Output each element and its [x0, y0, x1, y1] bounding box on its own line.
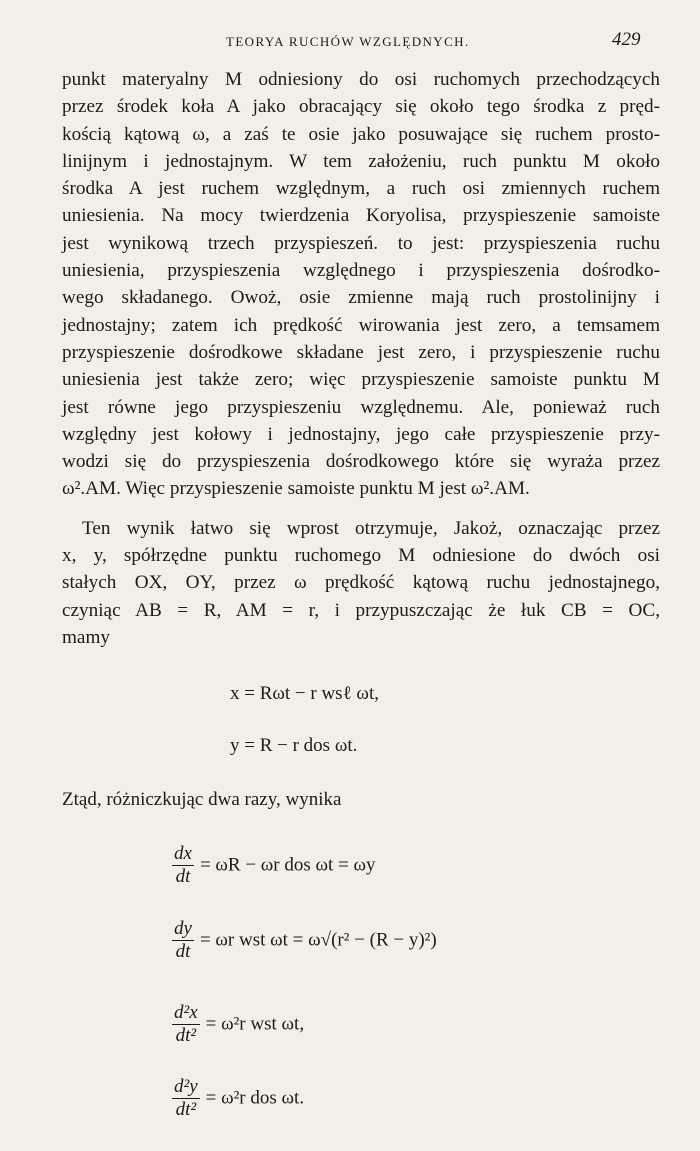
page-number: 429 [612, 29, 641, 50]
equation-dy-dt [172, 918, 437, 963]
equation-rhs: = ω²r wst ωt, [205, 1013, 305, 1035]
text-line: wodzi się do przyspieszenia dośrodkowego które się wyraża przez [62, 451, 660, 473]
numerator: dx [174, 843, 192, 864]
text-line: mamy [62, 626, 110, 648]
denominator: dt² [175, 1099, 197, 1120]
fraction [172, 918, 194, 963]
text-line: linijnym i jednostajnym. W tem założeniu, ruch punktu M około [62, 150, 660, 172]
equation-d2y-dt2 [172, 1076, 304, 1121]
equation-rhs: = ωR − ωr dos ωt = ωy [199, 854, 376, 876]
text-line: uniesienia, przyspieszenia względnego i przyspieszenia dośrodko- [62, 260, 660, 282]
text-line: uniesienia jest także zero; więc przyspieszenie samoiste punktu M [62, 369, 660, 391]
denominator: dt² [175, 1025, 197, 1046]
text-line: czyniąc AB = R, AM = r, i przypuszczając że łuk CB = OC, [62, 599, 660, 621]
equation-d2x-dt2 [172, 1002, 304, 1047]
running-title: TEORYA RUCHÓW WZGLĘDNYCH. [226, 34, 470, 49]
body-text [62, 66, 660, 651]
text-line: kością kątową ω, a zaś te osie jako posuwające się ruchem prosto- [62, 123, 660, 145]
text-line: uniesienia. Na mocy twierdzenia Koryolisa, przyspieszenie samoiste [62, 205, 660, 227]
running-head [0, 29, 700, 56]
text-line: ω².AM. Więc przyspieszenie samoiste punktu M jest ω².AM. [62, 478, 530, 500]
numerator: dy [174, 918, 192, 939]
paragraph-1 [62, 66, 660, 503]
fraction [172, 1002, 200, 1047]
text-line: jest równe jego przyspieszeniu względnemu. Ale, ponieważ ruch [62, 396, 660, 418]
equation-rhs: = ωr wst ωt = ω√(r² − (R − y)²) [199, 929, 437, 951]
text-line: x, y, spółrzędne punktu ruchomego M odniesione do dwóch osi [62, 545, 660, 567]
text-line: punkt materyalny M odniesiony do osi ruchomych przechodzących [62, 69, 660, 90]
text-line: względny jest kołowy i jednostajny, jego całe przyspieszenie przy- [62, 423, 660, 445]
text-line: przyspieszenie dośrodkowe składane jest zero, i przyspieszenie ruchu [62, 341, 660, 363]
text-line: jednostajny; zatem ich prędkość wirowania jest zero, a temsamem [62, 314, 660, 336]
equation-y: y = R − r dos ωt. [230, 735, 358, 756]
text-line: środka A jest ruchem względnym, a ruch osi zmiennych ruchem [62, 178, 660, 200]
numerator: d²x [174, 1002, 198, 1023]
intro-differentiation: Ztąd, różniczkując dwa razy, wynika [62, 789, 342, 810]
equation-rhs: = ω²r dos ωt. [205, 1087, 305, 1109]
text-line: przez środek koła A jako obracający się około tego środka z pręd- [62, 96, 660, 118]
text-line: stałych OX, OY, przez ω prędkość kątową ruchu jednostajnego, [62, 572, 660, 594]
text-line: wego składanego. Owoż, osie zmienne mają ruch prostolinijny i [62, 287, 660, 309]
denominator: dt [175, 866, 191, 887]
fraction [172, 843, 194, 888]
numerator: d²y [174, 1076, 198, 1097]
paragraph-2 [62, 515, 660, 651]
fraction [172, 1076, 200, 1121]
text-line: Ten wynik łatwo się wprost otrzymuje, Jakoż, oznaczając przez [82, 517, 660, 539]
equation-dx-dt [172, 843, 376, 888]
text-line: jest wynikową trzech przyspieszeń. to jest: przyspieszenia ruchu [62, 232, 660, 254]
equation-x: x = Rωt − r wsℓ ωt, [230, 683, 379, 704]
denominator: dt [175, 941, 191, 962]
